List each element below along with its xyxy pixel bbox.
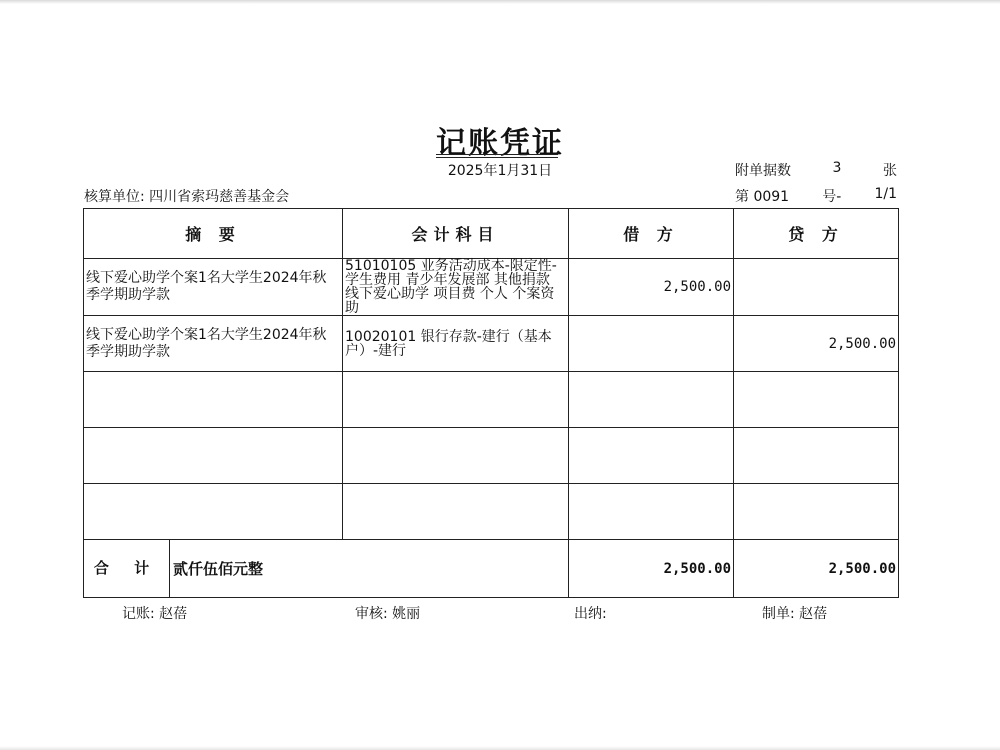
- accounting-unit: [84, 186, 289, 206]
- row-debit: [569, 428, 734, 484]
- row-summary: 线下爱心助学个案1名大学生2024年秋季学期助学款: [84, 259, 343, 316]
- total-label: 合 计: [84, 540, 170, 597]
- row-summary: [84, 428, 343, 484]
- attachment-unit: 张: [882, 163, 897, 179]
- row-credit: 2,500.00: [734, 316, 899, 372]
- voucher-page: 1/1: [874, 186, 897, 202]
- table-row: [84, 259, 899, 316]
- total-debit: 2,500.00: [569, 540, 734, 598]
- reviewer-signature: 审核: 姚丽: [355, 606, 421, 622]
- scan-edge-top: [0, 0, 1000, 4]
- row-debit: 2,500.00: [569, 259, 734, 316]
- column-header-summary: 摘 要: [84, 209, 343, 259]
- voucher-date: 2025年1月31日: [447, 163, 553, 179]
- table-row: [84, 484, 899, 540]
- table-row: [84, 372, 899, 428]
- row-credit: [734, 259, 899, 316]
- row-credit: [734, 372, 899, 428]
- voucher-suffix: 号-: [822, 189, 842, 205]
- attachment-number: 3: [832, 160, 842, 176]
- table-header-row: [84, 209, 899, 259]
- row-account: 51010105 业务活动成本-限定性-学生费用 青少年发展部 其他捐款 线下爱心助学 项目费 个人 个案资助: [343, 259, 569, 316]
- row-credit: [734, 428, 899, 484]
- cashier-signature: 出纳:: [574, 606, 607, 622]
- total-amount-words: 贰仟伍佰元整: [173, 560, 264, 578]
- voucher-number: [735, 186, 897, 206]
- attachment-count: [735, 160, 897, 180]
- preparer-signature: 制单: 赵蓓: [762, 606, 828, 622]
- voucher-prefix: 第: [735, 189, 749, 205]
- bookkeeper-signature: 记账: 赵蓓: [122, 606, 188, 622]
- row-account: [343, 484, 569, 540]
- scan-edge-bottom: [0, 746, 1000, 750]
- row-debit: [569, 316, 734, 372]
- row-summary: [84, 372, 343, 428]
- title-underline: [436, 154, 558, 158]
- total-credit: 2,500.00: [734, 540, 899, 598]
- row-summary: [84, 484, 343, 540]
- row-credit: [734, 484, 899, 540]
- row-debit: [569, 372, 734, 428]
- row-summary: 线下爱心助学个案1名大学生2024年秋季学期助学款: [84, 316, 343, 372]
- voucher-table: [83, 208, 899, 598]
- row-account: [343, 428, 569, 484]
- table-row: [84, 428, 899, 484]
- column-header-debit: 借 方: [569, 209, 734, 259]
- total-row: [84, 540, 899, 598]
- column-header-credit: 贷 方: [734, 209, 899, 259]
- column-header-account: 会计科目: [343, 209, 569, 259]
- table-row: [84, 316, 899, 372]
- unit-name: 四川省索玛慈善基金会: [149, 189, 290, 205]
- row-account: 10020101 银行存款-建行（基本户）-建行: [343, 316, 569, 372]
- attachment-label: 附单据数: [735, 163, 791, 179]
- row-account: [343, 372, 569, 428]
- unit-label: 核算单位:: [84, 189, 145, 205]
- voucher-title: 记账凭证: [436, 126, 564, 161]
- row-debit: [569, 484, 734, 540]
- voucher-number-value: 0091: [753, 189, 790, 205]
